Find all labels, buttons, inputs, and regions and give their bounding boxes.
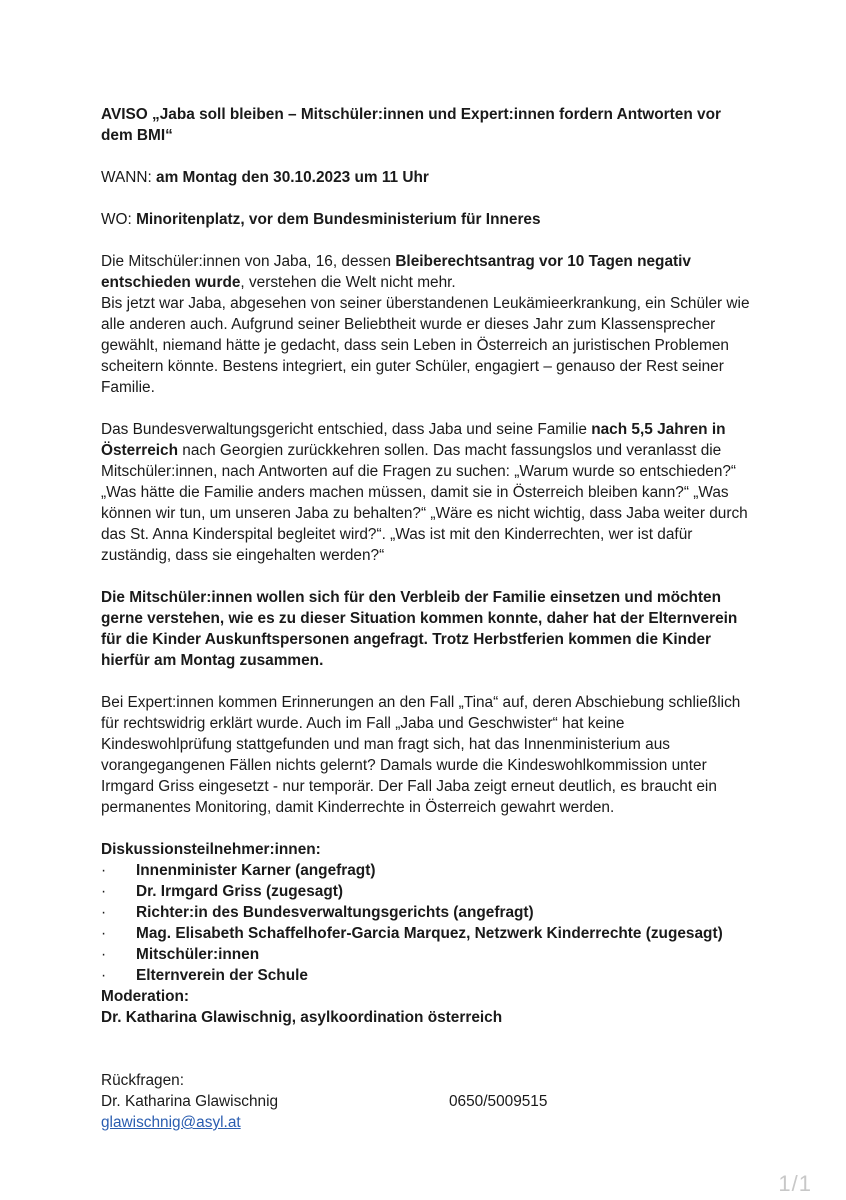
paragraph-1-text-a: Die Mitschüler:innen von Jaba, 16, dessen — [101, 253, 396, 270]
contact-block — [101, 1070, 751, 1133]
contact-label: Rückfragen: — [101, 1072, 184, 1089]
contact-email-link[interactable]: glawischnig@asyl.at — [101, 1114, 241, 1131]
bullet-icon: · — [101, 967, 107, 984]
list-item-text: Mitschüler:innen — [136, 946, 260, 963]
list-item — [101, 944, 751, 965]
document-page — [101, 104, 751, 1133]
bullet-icon: · — [101, 904, 107, 921]
bullet-icon: · — [101, 946, 107, 963]
where-value: Minoritenplatz, vor dem Bundesministerium für Inneres — [136, 211, 541, 228]
list-item — [101, 860, 751, 881]
page-number: 1/1 — [778, 1171, 812, 1196]
paragraph-1-text-c: , verstehen die Welt nicht mehr. — [240, 274, 456, 291]
paragraph-2-bold: nach 5,5 Jahren in Österreich — [101, 421, 726, 459]
list-item — [101, 965, 751, 986]
paragraph-2-text-c: nach Georgien zurückkehren sollen. Das macht fassungslos und veranlasst die Mitschüler:innen, nach Antworten auf die Fragen zu suchen: „Warum wurde so entschieden?“ „Was hätte die Familie anders machen müssen, damit sie in Österreich bleiben kann?“ „Was können wir tun, um unseren Jaba zu behalten?“ „Wäre es nicht wichtig, dass Jaba weiter durch das St. Anna Kinderspital begleitet wird?“. „Was ist mit den Kinderrechten, wer ist dafür zuständig, dass sie eingehalten werden?“ — [101, 442, 748, 564]
where-label: WO: — [101, 211, 137, 228]
contact-row — [101, 1091, 751, 1112]
where-line — [101, 209, 751, 230]
bullet-icon: · — [101, 862, 107, 879]
when-line — [101, 167, 751, 188]
paragraph-2 — [101, 419, 751, 566]
list-item-text: Richter:in des Bundesverwaltungsgerichts (angefragt) — [136, 904, 534, 921]
bullet-icon: · — [101, 925, 107, 942]
list-item-text: Innenminister Karner (angefragt) — [136, 862, 376, 879]
list-item — [101, 923, 751, 944]
bullet-icon: · — [101, 883, 107, 900]
panel-list — [101, 860, 751, 986]
list-item — [101, 881, 751, 902]
when-label: WANN: — [101, 169, 157, 186]
moderator: Dr. Katharina Glawischnig, asylkoordination österreich — [101, 1009, 503, 1026]
paragraph-1-continued: Bis jetzt war Jaba, abgesehen von seiner überstandenen Leukämieerkrankung, ein Schüler wie alle anderen auch. Aufgrund seiner Beliebtheit wurde er dieses Jahr zum Klassensprecher gewählt, niemand hätte je gedacht, dass sein Leben in Österreich an juristischen Problemen scheitern könnte. Bestens integriert, ein guter Schüler, engagiert – genauso der Rest seiner Familie. — [101, 295, 750, 396]
paragraph-2-text-a: Das Bundesverwaltungsgericht entschied, dass Jaba und seine Familie — [101, 421, 592, 438]
paragraph-1-bold: Bleiberechtsantrag vor 10 Tagen negativ entschieden wurde — [101, 253, 691, 291]
list-item — [101, 902, 751, 923]
list-item-text: Mag. Elisabeth Schaffelhofer-Garcia Marquez, Netzwerk Kinderrechte (zugesagt) — [136, 925, 723, 942]
paragraph-1 — [101, 251, 751, 293]
list-item-text: Elternverein der Schule — [136, 967, 308, 984]
contact-name: Dr. Katharina Glawischnig — [101, 1093, 279, 1110]
when-value: am Montag den 30.10.2023 um 11 Uhr — [156, 169, 429, 186]
moderation-label: Moderation: — [101, 988, 190, 1005]
document-title: AVISO „Jaba soll bleiben – Mitschüler:innen und Expert:innen fordern Antworten vor dem BMI“ — [101, 106, 721, 144]
paragraph-3: Die Mitschüler:innen wollen sich für den Verbleib der Familie einsetzen und möchten gerne verstehen, wie es zu dieser Situation kommen konnte, daher hat der Elternverein für die Kinder Auskunftspersonen angefragt. Trotz Herbstferien kommen die Kinder hierfür am Montag zusammen. — [101, 589, 738, 669]
panel-heading: Diskussionsteilnehmer:innen: — [101, 841, 321, 858]
list-item-text: Dr. Irmgard Griss (zugesagt) — [136, 883, 343, 900]
paragraph-4: Bei Expert:innen kommen Erinnerungen an den Fall „Tina“ auf, deren Abschiebung schließlich für rechtswidrig erklärt wurde. Auch im Fall „Jaba und Geschwister“ hat keine Kindeswohlprüfung stattgefunden und man fragt sich, hat das Innenministerium aus vorangegangenen Fällen nichts gelernt? Damals wurde die Kindeswohlkommission unter Irmgard Griss eingesetzt - nur temporär. Der Fall Jaba zeigt erneut deutlich, es braucht ein permanentes Monitoring, damit Kinderrechte in Österreich gewahrt werden. — [101, 694, 741, 816]
contact-phone: 0650/5009515 — [449, 1093, 548, 1110]
